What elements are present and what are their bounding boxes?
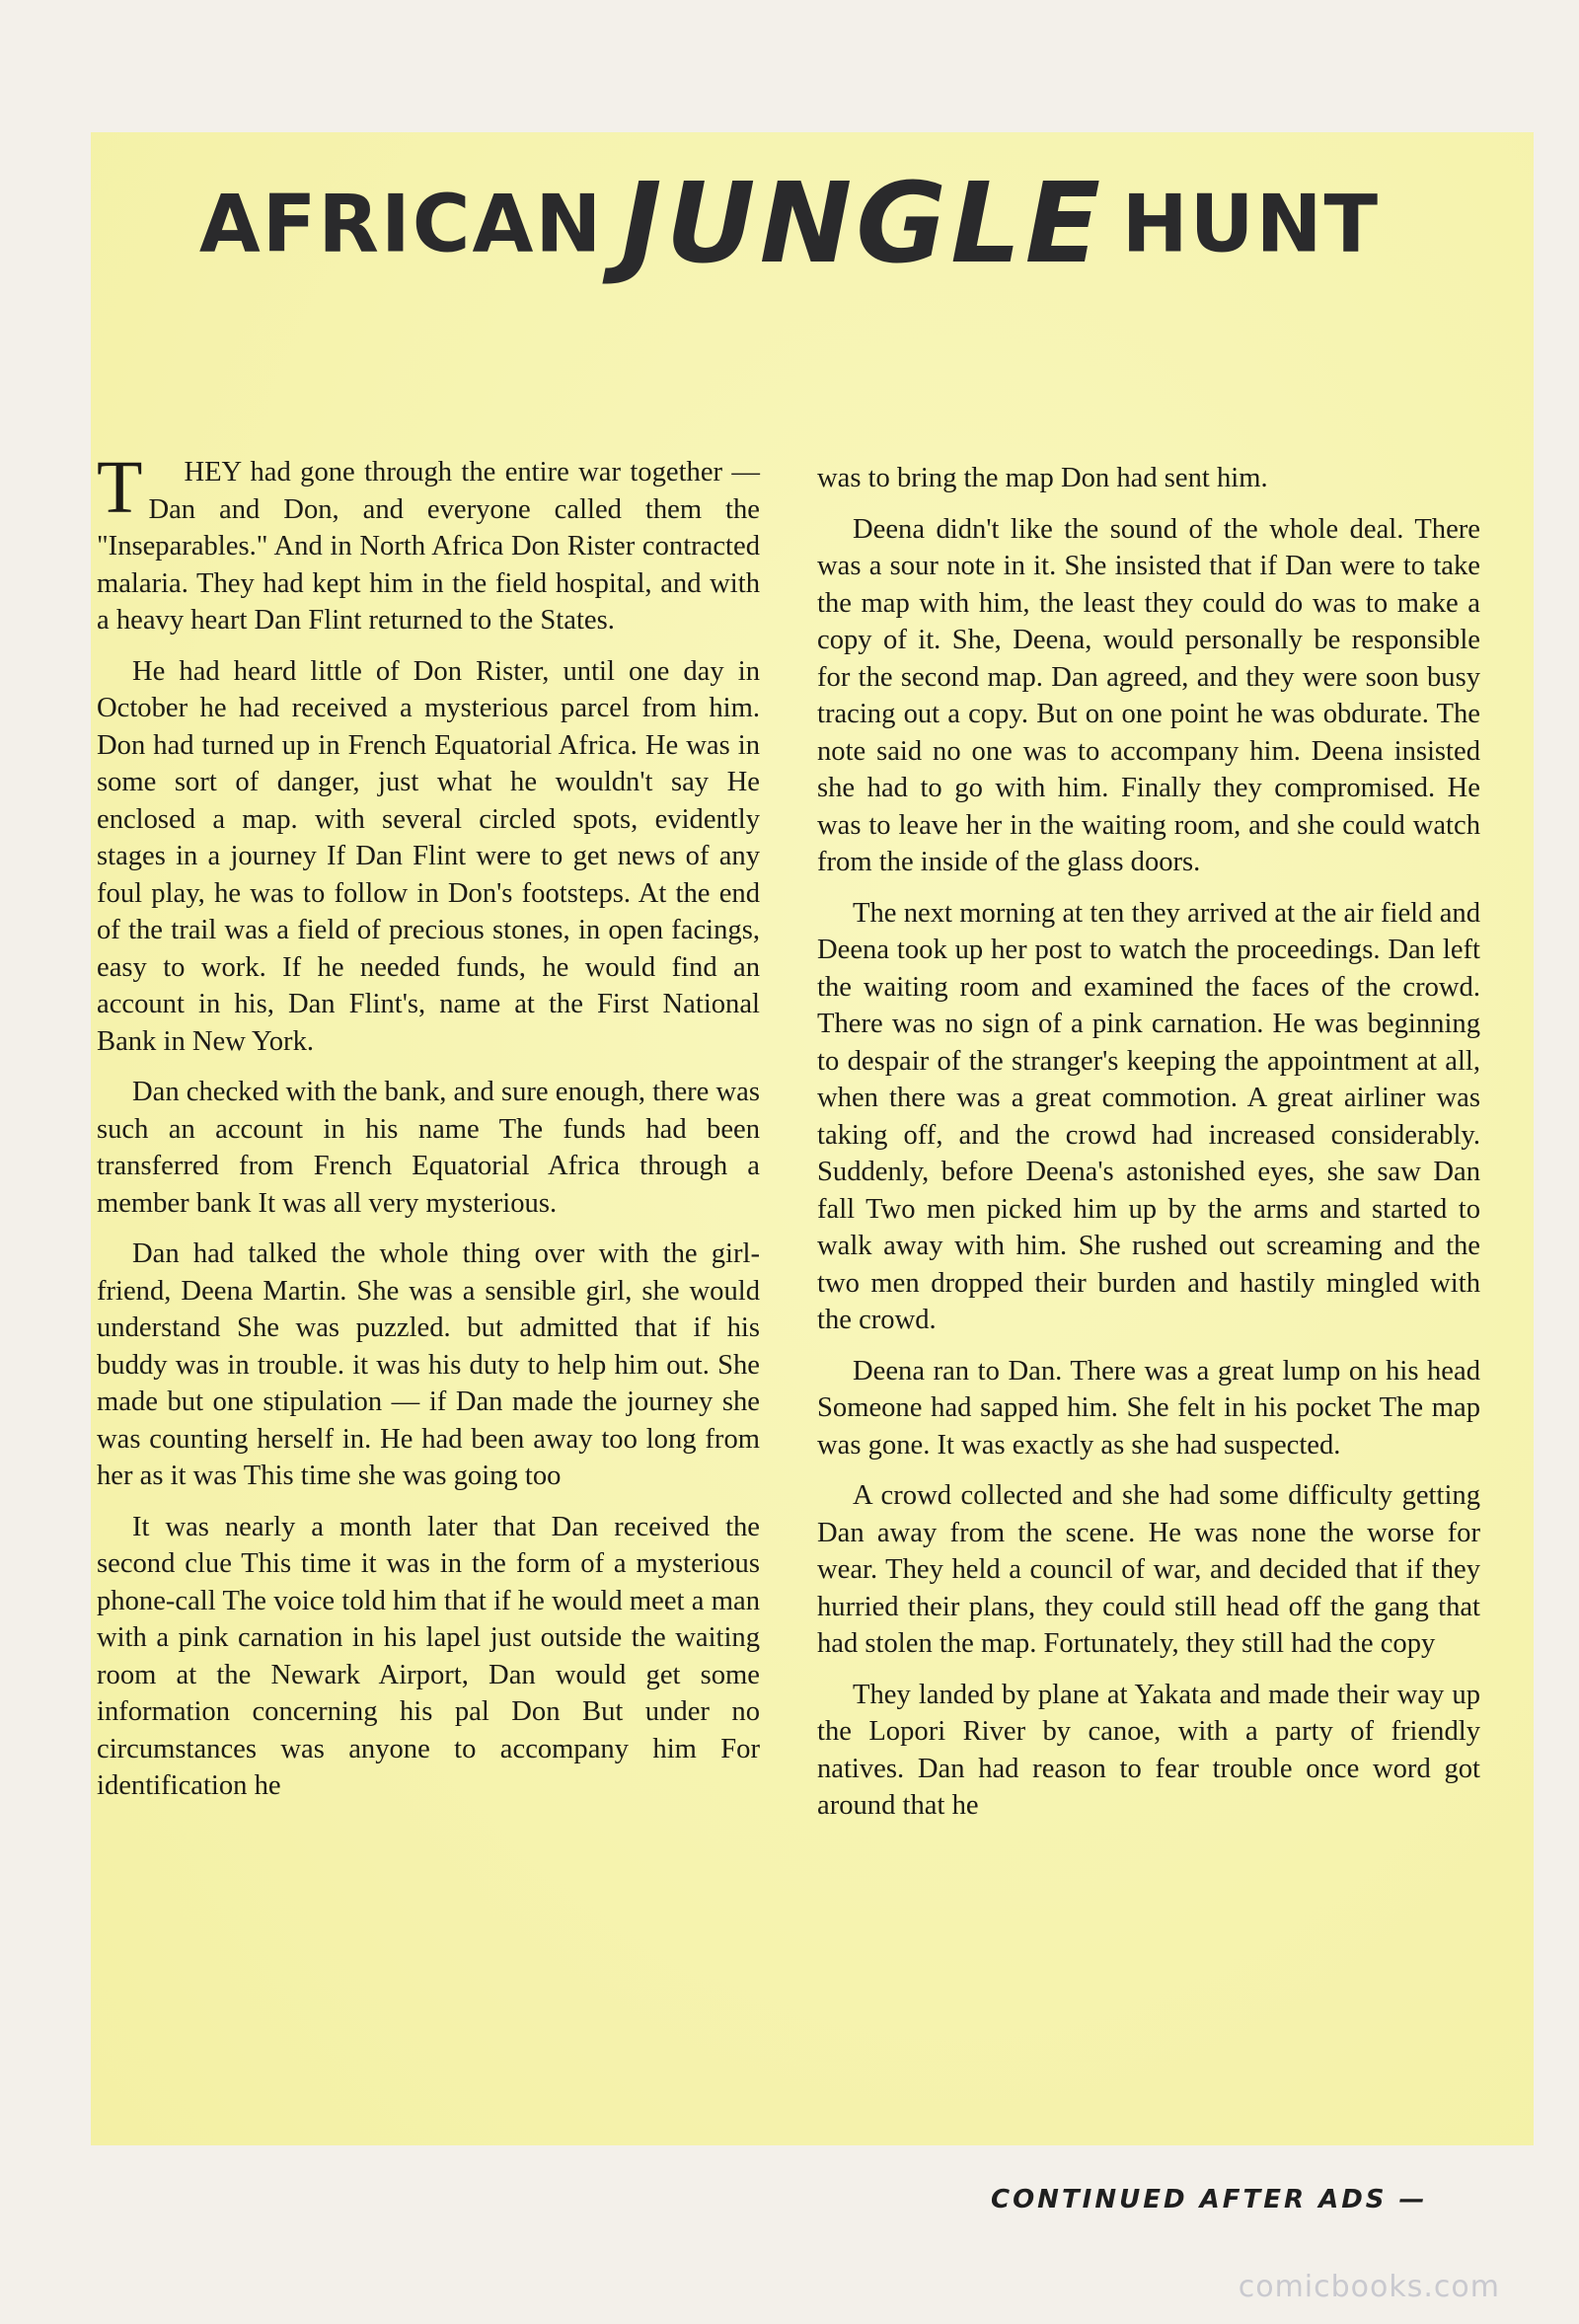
- title-word-jungle: JUNGLE: [620, 160, 1105, 288]
- paragraph: T HEY had gone through the entire war together — Dan and Don, and everyone called them the "Inseparables." And in North Africa Don Rister contracted malaria. They had kept him in the field hospital, and with a heavy heart Dan Flint returned to the States.: [97, 454, 760, 639]
- continued-note: CONTINUED AFTER ADS —: [991, 2185, 1428, 2214]
- title-word-african: AFRICAN: [198, 178, 604, 270]
- paragraph: It was nearly a month later that Dan received the second clue This time it was in the form of a mysterious phone-call The voice told him that if he would meet a man with a pink carnation in his lapel just outside the waiting room at the Newark Airport, Dan would get some information concerning his pal Don But under no circumstances was anyone to accompany him For identification he: [97, 1511, 760, 1801]
- left-text-column: [97, 446, 760, 1819]
- drop-cap: T: [97, 446, 143, 529]
- paragraph: A crowd collected and she had some difficulty getting Dan away from the scene. He was none the worse for wear. They held a council of war, and decided that if they hurried their plans, they could still head off the gang that had stolen the map. Fortunately, they still had the copy: [817, 1480, 1480, 1659]
- paragraph: was to bring the map Don had sent him.: [817, 463, 1268, 493]
- paragraph: Dan had talked the whole thing over with the girl-friend, Deena Martin. She was a sensible girl, she would understand She was puzzled. but admitted that if his buddy was in trouble. it was his duty to help him out. She made but one stipulation — if Dan made the journey she was counting herself in. He had been away too long from her as it was This time she was going too: [97, 1238, 760, 1491]
- paragraph: The next morning at ten they arrived at the air field and Deena took up her post to watch the proceedings. Dan left the waiting room and examined the faces of the crowd. There was no sign of a pink carnation. He was beginning to despair of the stranger's keeping the appointment at all, when there was a great commotion. A great airliner was taking off, and the crowd had increased considerably. Suddenly, before Deena's astonished eyes, she saw Dan fall Two men picked him up by the arms and started to walk away with him. She rushed out screaming and the two men dropped their burden and hastily mingled with the crowd.: [817, 897, 1480, 1335]
- title-word-hunt: HUNT: [1121, 178, 1381, 270]
- watermark: comicbooks.com: [1238, 2270, 1500, 2304]
- paragraph: Deena didn't like the sound of the whole deal. There was a sour note in it. She insisted that if Dan were to take the map with him, the least they could do was to make a copy of it. She, Deena, would personally be responsible for the second map. Dan agreed, and they were soon busy tracing out a copy. But on one point he was obdurate. The note said no one was to accompany him. Deena insisted she had to go with him. Finally they compromised. He was to leave her in the waiting room, and she could watch from the inside of the glass doors.: [817, 513, 1480, 877]
- paragraph: They landed by plane at Yakata and made their way up the Lopori River by canoe, with a party of friendly natives. Dan had reason to fear trouble once word got around that he: [817, 1679, 1480, 1821]
- right-text-column: [817, 460, 1480, 1838]
- paragraph: Dan checked with the bank, and sure enough, there was such an account in his name The funds had been transferred from French Equatorial Africa through a member bank It was all very mysterious.: [97, 1077, 760, 1219]
- paragraph: Deena ran to Dan. There was a great lump on his head Someone had sapped him. She felt in his pocket The map was gone. It was exactly as she had suspected.: [817, 1355, 1480, 1461]
- paragraph: He had heard little of Don Rister, until one day in October he had received a mysterious parcel from him. Don had turned up in French Equatorial Africa. He was in some sort of danger, just what he wouldn't say He enclosed a map. with several circled spots, evidently stages in a journey If Dan Flint were to get news of any foul play, he was to follow in Don's footsteps. At the end of the trail was a field of precious stones, in open facings, easy to work. If he needed funds, he would find an account in his, Dan Flint's, name at the First National Bank in New York.: [97, 655, 760, 1057]
- story-title: [0, 160, 1579, 288]
